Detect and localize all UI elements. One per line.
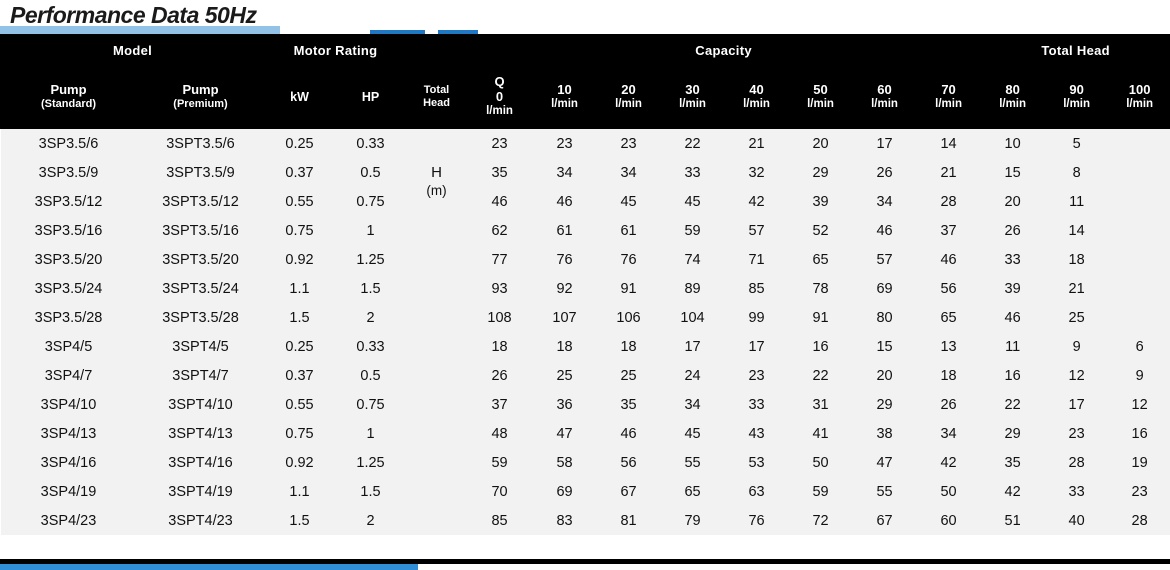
cell-capacity-value: 26 xyxy=(981,216,1045,245)
cell-capacity-value: 36 xyxy=(533,390,597,419)
cell-capacity-value: 10 xyxy=(981,129,1045,159)
cell-capacity-value: 50 xyxy=(917,477,981,506)
table-row xyxy=(1,361,1170,390)
cell-capacity-value: 56 xyxy=(597,448,661,477)
sub-header-pump-premium-line1: Pump xyxy=(182,82,219,98)
cell-capacity-value: 33 xyxy=(725,390,789,419)
table-row xyxy=(1,187,1170,216)
table-row xyxy=(1,477,1170,506)
cell-capacity-value: 59 xyxy=(789,477,853,506)
cell-capacity-value: 15 xyxy=(981,158,1045,187)
sub-header-q10 xyxy=(533,66,597,129)
cell-capacity-value: 25 xyxy=(533,361,597,390)
cell-capacity-value: 28 xyxy=(1045,448,1109,477)
cell-model-standard: 3SP4/7 xyxy=(1,361,137,390)
cell-model-standard: 3SP3.5/6 xyxy=(1,129,137,159)
cell-capacity-value: 46 xyxy=(981,303,1045,332)
cell-hp: 1 xyxy=(335,419,407,448)
cell-capacity-value: 24 xyxy=(661,361,725,390)
table-row xyxy=(1,506,1170,535)
table-row xyxy=(1,390,1170,419)
cell-model-standard: 3SP3.5/24 xyxy=(1,274,137,303)
cell-capacity-value: 39 xyxy=(981,274,1045,303)
sub-header-total-head-line1: Total xyxy=(423,84,450,97)
cell-capacity-value: 9 xyxy=(1109,361,1170,390)
cell-kw: 0.92 xyxy=(265,448,335,477)
cell-model-standard: 3SP4/16 xyxy=(1,448,137,477)
cell-kw: 0.55 xyxy=(265,187,335,216)
sub-header-q10-unit: l/min xyxy=(551,97,578,110)
cell-hp: 2 xyxy=(335,303,407,332)
sub-header-pump-standard xyxy=(1,66,137,129)
cell-capacity-value: 76 xyxy=(533,245,597,274)
cell-capacity-value: 21 xyxy=(917,158,981,187)
sub-header-q20-value: 20 xyxy=(621,81,636,97)
cell-capacity-value: 9 xyxy=(1045,332,1109,361)
cell-capacity-value: 107 xyxy=(533,303,597,332)
cell-model-premium: 3SPT3.5/28 xyxy=(137,303,265,332)
cell-capacity-value: 85 xyxy=(467,506,533,535)
cell-capacity-value xyxy=(1109,158,1170,187)
cell-capacity-value: 89 xyxy=(661,274,725,303)
bottom-accent-bar xyxy=(0,564,418,570)
cell-capacity-value xyxy=(1109,245,1170,274)
cell-capacity-value: 62 xyxy=(467,216,533,245)
cell-model-standard: 3SP3.5/28 xyxy=(1,303,137,332)
cell-capacity-value: 91 xyxy=(597,274,661,303)
cell-capacity-value: 25 xyxy=(1045,303,1109,332)
cell-kw: 0.25 xyxy=(265,129,335,159)
sub-header-q0 xyxy=(467,66,533,129)
sub-header-pump-premium-line2: (Premium) xyxy=(173,98,228,111)
title-bar xyxy=(0,0,1170,34)
cell-model-premium: 3SPT3.5/16 xyxy=(137,216,265,245)
cell-head-label xyxy=(407,129,467,536)
head-symbol: H xyxy=(431,164,442,182)
table-row xyxy=(1,158,1170,187)
cell-capacity-value: 69 xyxy=(853,274,917,303)
cell-hp: 0.33 xyxy=(335,129,407,159)
cell-capacity-value: 48 xyxy=(467,419,533,448)
cell-capacity-value: 50 xyxy=(789,448,853,477)
cell-capacity-value: 18 xyxy=(533,332,597,361)
cell-capacity-value: 6 xyxy=(1109,332,1170,361)
cell-model-premium: 3SPT3.5/12 xyxy=(137,187,265,216)
group-header-capacity: Capacity xyxy=(467,35,981,66)
cell-capacity-value: 34 xyxy=(533,158,597,187)
cell-capacity-value: 12 xyxy=(1045,361,1109,390)
cell-kw: 1.5 xyxy=(265,303,335,332)
cell-capacity-value: 33 xyxy=(1045,477,1109,506)
cell-kw: 0.37 xyxy=(265,158,335,187)
cell-model-standard: 3SP4/10 xyxy=(1,390,137,419)
sub-header-q40-value: 40 xyxy=(749,81,764,97)
cell-capacity-value: 55 xyxy=(661,448,725,477)
cell-capacity-value: 63 xyxy=(725,477,789,506)
cell-capacity-value: 37 xyxy=(917,216,981,245)
table-row xyxy=(1,303,1170,332)
cell-capacity-value: 35 xyxy=(597,390,661,419)
sub-header-q80-value: 80 xyxy=(1005,81,1020,97)
cell-model-premium: 3SPT4/5 xyxy=(137,332,265,361)
sub-header-q20 xyxy=(597,66,661,129)
cell-capacity-value: 51 xyxy=(981,506,1045,535)
sub-header-q100 xyxy=(1109,66,1170,129)
group-header-model: Model xyxy=(1,35,265,66)
cell-capacity-value: 67 xyxy=(597,477,661,506)
cell-kw: 1.1 xyxy=(265,477,335,506)
cell-capacity-value: 106 xyxy=(597,303,661,332)
cell-capacity-value xyxy=(1109,274,1170,303)
sub-header-q20-unit: l/min xyxy=(615,97,642,110)
cell-capacity-value: 56 xyxy=(917,274,981,303)
cell-capacity-value: 46 xyxy=(467,187,533,216)
cell-capacity-value: 8 xyxy=(1045,158,1109,187)
cell-capacity-value: 23 xyxy=(467,129,533,159)
sub-header-total-head-line2: Head xyxy=(423,97,450,109)
sub-header-pump-standard-line1: Pump xyxy=(50,82,87,98)
sub-header-q30-value: 30 xyxy=(685,81,700,97)
cell-capacity-value: 34 xyxy=(661,390,725,419)
cell-kw: 0.37 xyxy=(265,361,335,390)
cell-capacity-value: 14 xyxy=(1045,216,1109,245)
cell-hp: 1.25 xyxy=(335,245,407,274)
cell-capacity-value: 23 xyxy=(725,361,789,390)
cell-model-standard: 3SP4/19 xyxy=(1,477,137,506)
cell-capacity-value: 67 xyxy=(853,506,917,535)
cell-capacity-value: 17 xyxy=(725,332,789,361)
sub-header-total-head xyxy=(407,66,467,129)
cell-capacity-value: 21 xyxy=(725,129,789,159)
table-row xyxy=(1,332,1170,361)
cell-capacity-value: 20 xyxy=(853,361,917,390)
cell-capacity-value: 28 xyxy=(1109,506,1170,535)
cell-capacity-value: 58 xyxy=(533,448,597,477)
cell-capacity-value: 14 xyxy=(917,129,981,159)
table-body xyxy=(1,129,1170,536)
cell-capacity-value: 32 xyxy=(725,158,789,187)
cell-capacity-value: 59 xyxy=(467,448,533,477)
cell-capacity-value: 22 xyxy=(661,129,725,159)
cell-capacity-value: 18 xyxy=(597,332,661,361)
sub-header-q50 xyxy=(789,66,853,129)
cell-model-premium: 3SPT4/13 xyxy=(137,419,265,448)
sub-header-q-symbol: Q xyxy=(494,74,505,90)
head-label-wrap xyxy=(407,164,467,200)
cell-capacity-value: 20 xyxy=(789,129,853,159)
sub-header-q30 xyxy=(661,66,725,129)
sub-header-q50-unit: l/min xyxy=(807,97,834,110)
cell-capacity-value: 19 xyxy=(1109,448,1170,477)
cell-capacity-value: 108 xyxy=(467,303,533,332)
group-header-total-head: Total Head xyxy=(981,35,1170,66)
cell-model-standard: 3SP3.5/16 xyxy=(1,216,137,245)
cell-capacity-value: 23 xyxy=(1109,477,1170,506)
cell-capacity-value: 29 xyxy=(853,390,917,419)
sub-header-q60-unit: l/min xyxy=(871,97,898,110)
cell-capacity-value: 42 xyxy=(917,448,981,477)
cell-capacity-value: 15 xyxy=(853,332,917,361)
cell-kw: 0.25 xyxy=(265,332,335,361)
cell-capacity-value: 85 xyxy=(725,274,789,303)
head-unit: (m) xyxy=(426,182,447,198)
cell-capacity-value xyxy=(1109,216,1170,245)
cell-capacity-value: 35 xyxy=(981,448,1045,477)
cell-capacity-value: 78 xyxy=(789,274,853,303)
cell-capacity-value: 104 xyxy=(661,303,725,332)
sub-header-q40 xyxy=(725,66,789,129)
cell-kw: 1.5 xyxy=(265,506,335,535)
sub-header-q70-value: 70 xyxy=(941,81,956,97)
cell-capacity-value: 46 xyxy=(597,419,661,448)
sub-header-q0-unit: l/min xyxy=(486,105,513,118)
cell-capacity-value: 57 xyxy=(853,245,917,274)
cell-capacity-value: 47 xyxy=(853,448,917,477)
cell-capacity-value: 17 xyxy=(1045,390,1109,419)
cell-capacity-value: 16 xyxy=(981,361,1045,390)
cell-hp: 0.75 xyxy=(335,390,407,419)
cell-capacity-value: 77 xyxy=(467,245,533,274)
cell-model-premium: 3SPT4/16 xyxy=(137,448,265,477)
cell-kw: 0.75 xyxy=(265,419,335,448)
cell-model-premium: 3SPT4/19 xyxy=(137,477,265,506)
cell-capacity-value: 72 xyxy=(789,506,853,535)
cell-capacity-value xyxy=(1109,187,1170,216)
cell-hp: 1.25 xyxy=(335,448,407,477)
cell-capacity-value: 23 xyxy=(1045,419,1109,448)
sub-header-q90 xyxy=(1045,66,1109,129)
sub-header-pump-standard-line2: (Standard) xyxy=(41,98,96,111)
cell-capacity-value: 99 xyxy=(725,303,789,332)
sub-header-q0-value: 0 xyxy=(495,89,504,105)
sub-header-hp: HP xyxy=(335,66,407,129)
cell-capacity-value: 34 xyxy=(917,419,981,448)
cell-capacity-value: 12 xyxy=(1109,390,1170,419)
sub-header-q80 xyxy=(981,66,1045,129)
cell-capacity-value: 53 xyxy=(725,448,789,477)
sub-header-row xyxy=(1,66,1170,129)
sub-header-q90-value: 90 xyxy=(1069,81,1084,97)
cell-capacity-value: 70 xyxy=(467,477,533,506)
cell-model-premium: 3SPT3.5/9 xyxy=(137,158,265,187)
sub-header-q70 xyxy=(917,66,981,129)
cell-capacity-value: 26 xyxy=(467,361,533,390)
sub-header-q30-unit: l/min xyxy=(679,97,706,110)
sub-header-q100-value: 100 xyxy=(1128,81,1151,97)
cell-capacity-value: 18 xyxy=(917,361,981,390)
sub-header-pump-premium xyxy=(137,66,265,129)
cell-model-premium: 3SPT4/23 xyxy=(137,506,265,535)
cell-capacity-value: 23 xyxy=(533,129,597,159)
cell-capacity-value: 41 xyxy=(789,419,853,448)
sub-header-q40-unit: l/min xyxy=(743,97,770,110)
cell-capacity-value: 45 xyxy=(597,187,661,216)
sub-header-q80-unit: l/min xyxy=(999,97,1027,110)
cell-capacity-value: 83 xyxy=(533,506,597,535)
cell-capacity-value: 34 xyxy=(597,158,661,187)
cell-capacity-value: 45 xyxy=(661,187,725,216)
cell-capacity-value: 18 xyxy=(1045,245,1109,274)
cell-capacity-value: 39 xyxy=(789,187,853,216)
cell-capacity-value: 35 xyxy=(467,158,533,187)
cell-capacity-value: 93 xyxy=(467,274,533,303)
cell-capacity-value: 5 xyxy=(1045,129,1109,159)
cell-capacity-value: 76 xyxy=(597,245,661,274)
sub-header-q70-unit: l/min xyxy=(935,97,962,110)
cell-kw: 0.55 xyxy=(265,390,335,419)
cell-capacity-value: 81 xyxy=(597,506,661,535)
cell-model-premium: 3SPT3.5/24 xyxy=(137,274,265,303)
sub-header-kw: kW xyxy=(265,66,335,129)
cell-capacity-value: 11 xyxy=(981,332,1045,361)
cell-capacity-value: 16 xyxy=(1109,419,1170,448)
cell-capacity-value: 47 xyxy=(533,419,597,448)
cell-capacity-value: 16 xyxy=(789,332,853,361)
cell-model-standard: 3SP3.5/12 xyxy=(1,187,137,216)
cell-capacity-value: 71 xyxy=(725,245,789,274)
cell-capacity-value: 22 xyxy=(789,361,853,390)
cell-hp: 0.5 xyxy=(335,158,407,187)
cell-capacity-value: 26 xyxy=(853,158,917,187)
cell-capacity-value: 28 xyxy=(917,187,981,216)
sub-header-q90-unit: l/min xyxy=(1063,97,1091,110)
table-row xyxy=(1,274,1170,303)
sub-header-q100-unit: l/min xyxy=(1126,97,1154,110)
cell-model-standard: 3SP4/13 xyxy=(1,419,137,448)
performance-table xyxy=(0,34,1170,535)
cell-capacity-value: 42 xyxy=(981,477,1045,506)
cell-capacity-value: 52 xyxy=(789,216,853,245)
sub-header-q10-value: 10 xyxy=(557,81,572,97)
group-header-row xyxy=(1,35,1170,66)
cell-model-standard: 3SP3.5/9 xyxy=(1,158,137,187)
cell-hp: 0.5 xyxy=(335,361,407,390)
table-row xyxy=(1,419,1170,448)
table-row xyxy=(1,216,1170,245)
cell-capacity-value: 34 xyxy=(853,187,917,216)
cell-capacity-value: 92 xyxy=(533,274,597,303)
cell-kw: 0.75 xyxy=(265,216,335,245)
sub-header-q50-value: 50 xyxy=(813,81,828,97)
table-row xyxy=(1,448,1170,477)
cell-hp: 0.75 xyxy=(335,187,407,216)
cell-capacity-value: 42 xyxy=(725,187,789,216)
cell-capacity-value: 23 xyxy=(597,129,661,159)
cell-model-standard: 3SP4/23 xyxy=(1,506,137,535)
table-row xyxy=(1,245,1170,274)
cell-capacity-value: 91 xyxy=(789,303,853,332)
cell-capacity-value: 29 xyxy=(789,158,853,187)
cell-capacity-value: 61 xyxy=(533,216,597,245)
cell-capacity-value: 46 xyxy=(917,245,981,274)
cell-capacity-value: 55 xyxy=(853,477,917,506)
cell-model-premium: 3SPT4/10 xyxy=(137,390,265,419)
cell-capacity-value: 69 xyxy=(533,477,597,506)
cell-hp: 2 xyxy=(335,506,407,535)
cell-capacity-value: 37 xyxy=(467,390,533,419)
cell-capacity-value: 17 xyxy=(661,332,725,361)
cell-capacity-value: 46 xyxy=(533,187,597,216)
cell-model-premium: 3SPT3.5/20 xyxy=(137,245,265,274)
cell-capacity-value: 79 xyxy=(661,506,725,535)
cell-capacity-value: 17 xyxy=(853,129,917,159)
cell-capacity-value: 43 xyxy=(725,419,789,448)
cell-capacity-value: 46 xyxy=(853,216,917,245)
cell-model-standard: 3SP3.5/20 xyxy=(1,245,137,274)
cell-capacity-value: 61 xyxy=(597,216,661,245)
page-title: Performance Data 50Hz xyxy=(10,2,257,28)
cell-hp: 1.5 xyxy=(335,477,407,506)
cell-capacity-value: 31 xyxy=(789,390,853,419)
table-row xyxy=(1,129,1170,159)
cell-capacity-value: 18 xyxy=(467,332,533,361)
cell-capacity-value: 65 xyxy=(789,245,853,274)
cell-capacity-value: 13 xyxy=(917,332,981,361)
cell-model-premium: 3SPT3.5/6 xyxy=(137,129,265,159)
cell-hp: 0.33 xyxy=(335,332,407,361)
cell-capacity-value: 22 xyxy=(981,390,1045,419)
cell-capacity-value: 80 xyxy=(853,303,917,332)
cell-capacity-value: 76 xyxy=(725,506,789,535)
cell-capacity-value: 26 xyxy=(917,390,981,419)
group-header-blank xyxy=(407,35,467,66)
cell-capacity-value: 11 xyxy=(1045,187,1109,216)
cell-capacity-value: 38 xyxy=(853,419,917,448)
cell-capacity-value: 60 xyxy=(917,506,981,535)
cell-model-premium: 3SPT4/7 xyxy=(137,361,265,390)
sub-header-q60 xyxy=(853,66,917,129)
group-header-motor-rating: Motor Rating xyxy=(265,35,407,66)
cell-capacity-value: 74 xyxy=(661,245,725,274)
cell-capacity-value: 45 xyxy=(661,419,725,448)
cell-model-standard: 3SP4/5 xyxy=(1,332,137,361)
cell-capacity-value: 33 xyxy=(661,158,725,187)
cell-capacity-value xyxy=(1109,129,1170,159)
cell-hp: 1 xyxy=(335,216,407,245)
sub-header-q60-value: 60 xyxy=(877,81,892,97)
cell-capacity-value xyxy=(1109,303,1170,332)
cell-capacity-value: 40 xyxy=(1045,506,1109,535)
cell-hp: 1.5 xyxy=(335,274,407,303)
cell-capacity-value: 29 xyxy=(981,419,1045,448)
cell-capacity-value: 65 xyxy=(661,477,725,506)
cell-capacity-value: 25 xyxy=(597,361,661,390)
cell-kw: 1.1 xyxy=(265,274,335,303)
cell-capacity-value: 20 xyxy=(981,187,1045,216)
cell-capacity-value: 21 xyxy=(1045,274,1109,303)
cell-capacity-value: 65 xyxy=(917,303,981,332)
cell-kw: 0.92 xyxy=(265,245,335,274)
cell-capacity-value: 57 xyxy=(725,216,789,245)
table-head xyxy=(1,35,1170,129)
cell-capacity-value: 33 xyxy=(981,245,1045,274)
cell-capacity-value: 59 xyxy=(661,216,725,245)
